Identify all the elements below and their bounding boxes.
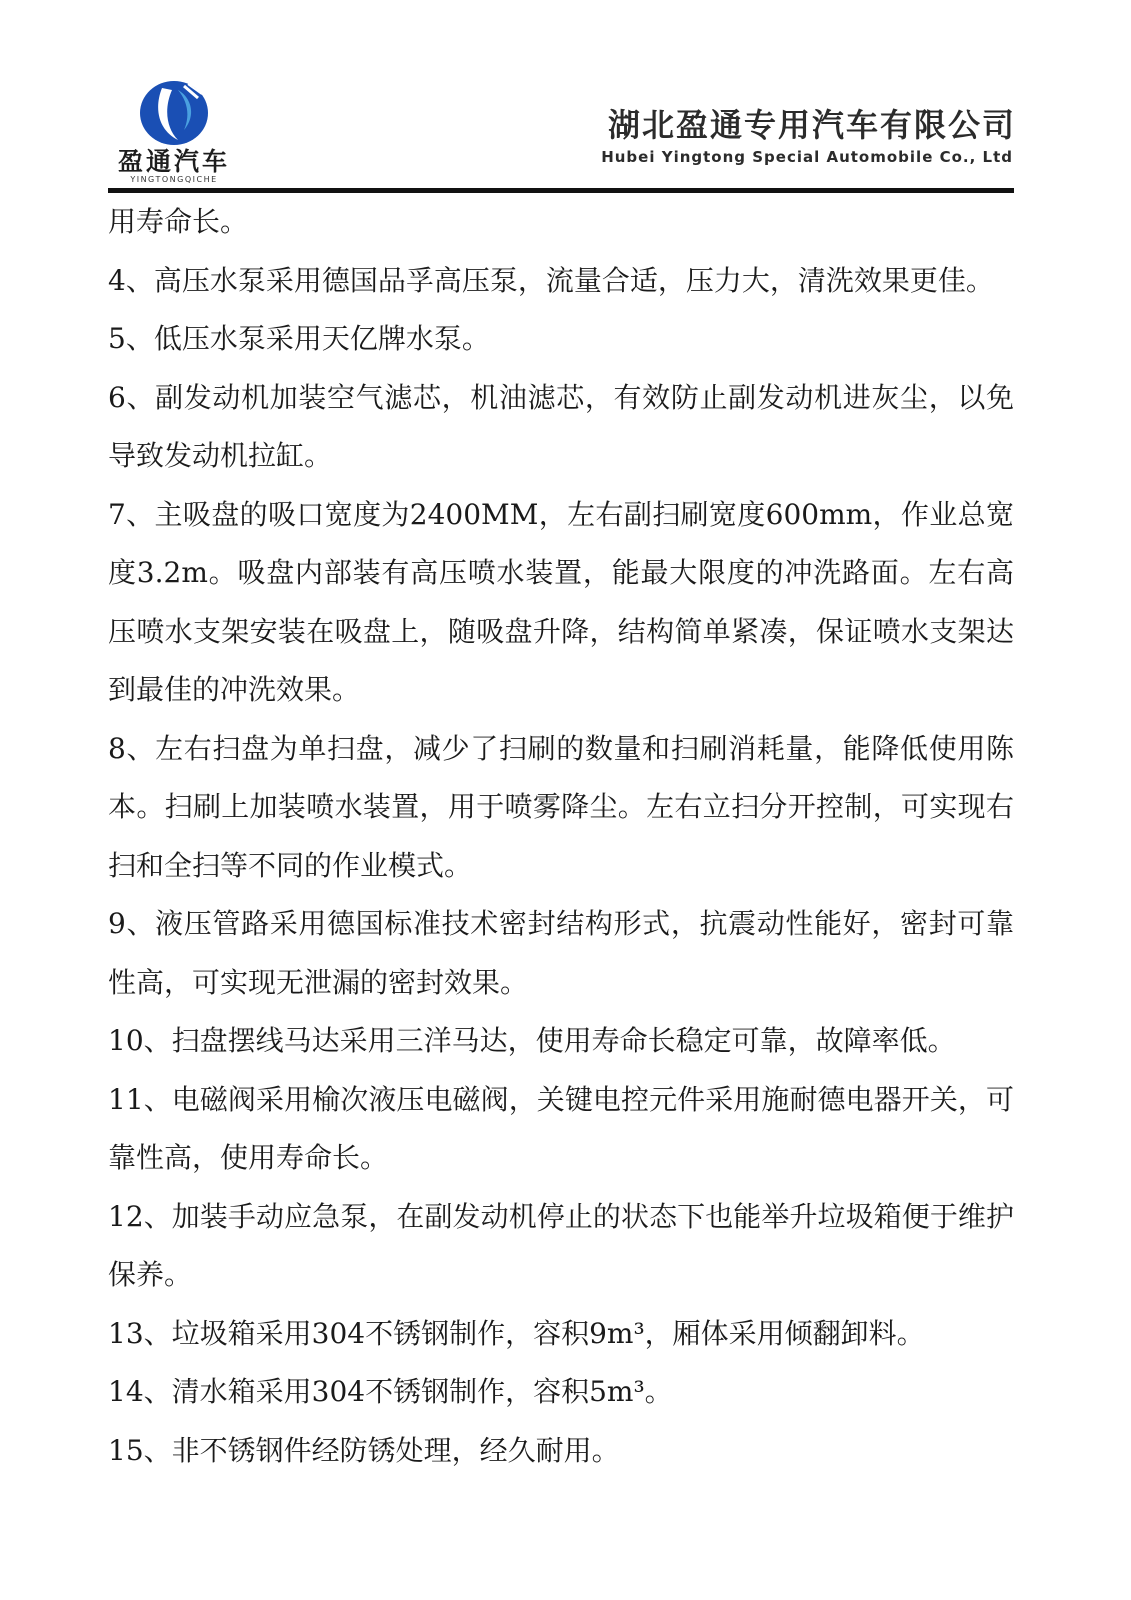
company-logo	[110, 80, 238, 188]
paragraph-continuation: 用寿命长。	[108, 205, 249, 238]
logo-emblem-icon	[132, 80, 216, 148]
paragraph-item-11: 11、电磁阀采用榆次液压电磁阀，关键电控元件采用施耐德电器开关，可靠性高，使用寿命长。	[108, 1082, 1014, 1174]
paragraph-item-5: 5、低压水泵采用天亿牌水泵。	[108, 322, 490, 355]
paragraph-item-4: 4、高压水泵采用德国品孚高压泵，流量合适，压力大，清洗效果更佳。	[108, 263, 994, 297]
paragraph-item-15: 15、非不锈钢件经防锈处理，经久耐用。	[108, 1433, 620, 1467]
page-header	[0, 0, 1131, 200]
company-name-en: Hubei Yingtong Special Automobile Co., Ltd	[601, 148, 1013, 166]
paragraph-item-8: 8、左右扫盘为单扫盘，减少了扫刷的数量和扫刷消耗量，能降低使用陈本。扫刷上加装喷水装置，用于喷雾降尘。左右立扫分开控制，可实现右扫和全扫等不同的作业模式。	[108, 731, 1014, 882]
paragraph-item-10: 10、扫盘摆线马达采用三洋马达，使用寿命长稳定可靠，故障率低。	[108, 1024, 956, 1057]
company-name-cn: 湖北盈通专用汽车有限公司	[607, 106, 1016, 144]
paragraph-item-6: 6、副发动机加装空气滤芯，机油滤芯，有效防止副发动机进灰尘，以免导致发动机拉缸。	[108, 380, 1014, 472]
paragraph-item-7: 7、主吸盘的吸口宽度为2400MM，左右副扫刷宽度600mm，作业总宽度3.2m。吸盘内部装有高压喷水装置，能最大限度的冲洗路面。左右高压喷水支架安装在吸盘上，随吸盘升降，结构简单紧凑，保证喷水支架达到最佳的冲洗效果。	[108, 497, 1014, 706]
paragraph-item-13: 13、垃圾箱采用304不锈钢制作，容积9m³，厢体采用倾翻卸料。	[108, 1316, 925, 1350]
logo-text-en: YINGTONGQICHE	[130, 175, 218, 184]
paragraph-item-12: 12、加装手动应急泵，在副发动机停止的状态下也能举升垃圾箱便于维护保养。	[108, 1199, 1014, 1291]
document-body	[108, 193, 1014, 1480]
logo-text-cn: 盈通汽车	[117, 147, 230, 176]
paragraph-item-14: 14、清水箱采用304不锈钢制作，容积5m³。	[108, 1375, 673, 1408]
paragraph-item-9: 9、液压管路采用德国标准技术密封结构形式，抗震动性能好，密封可靠性高，可实现无泄漏的密封效果。	[108, 907, 1014, 999]
